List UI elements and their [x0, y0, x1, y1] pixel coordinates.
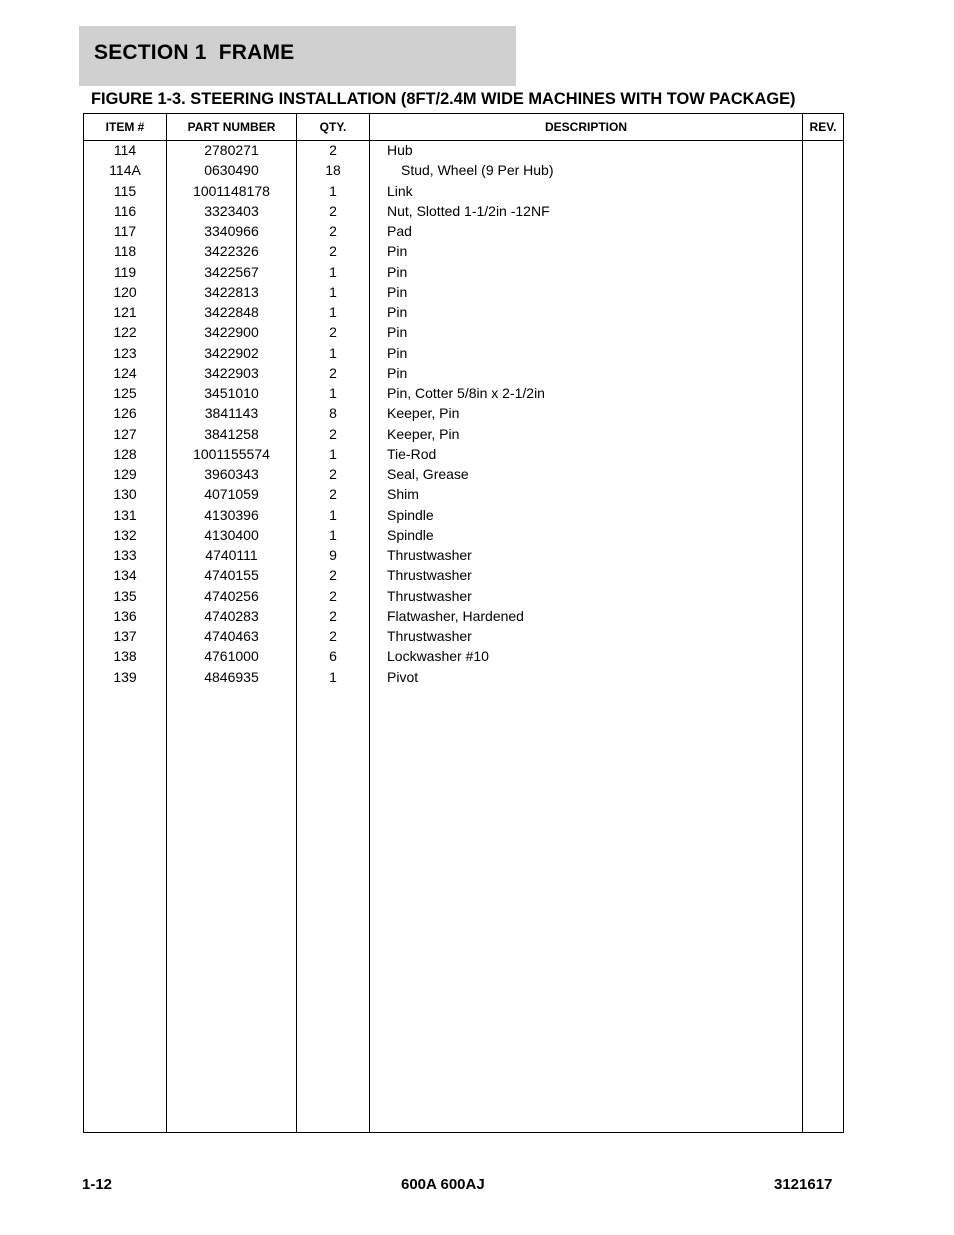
item-cell: 136: [113, 607, 137, 624]
qty-cell: 2: [329, 364, 337, 381]
table-row: [84, 303, 843, 323]
part-number-cell: 3422326: [204, 243, 259, 260]
qty-cell: 1: [329, 526, 337, 543]
qty-cell: 2: [329, 142, 337, 158]
table-row: [84, 384, 843, 404]
table-row: [84, 364, 843, 384]
description-cell: Tie-Rod: [387, 445, 437, 462]
qty-cell: 1: [329, 385, 337, 401]
table-row: [84, 161, 843, 181]
description-cell: Pin: [387, 243, 408, 260]
description-cell: Pin: [387, 263, 408, 280]
description-cell: Keeper, Pin: [387, 425, 460, 442]
description-cell: Keeper, Pin: [387, 405, 460, 422]
part-number-cell: 3960343: [204, 466, 259, 482]
part-number-cell: 3340966: [204, 223, 259, 239]
table-row: [84, 182, 843, 202]
part-number-cell: 3422900: [204, 324, 259, 341]
table-row: [84, 141, 843, 161]
qty-cell: 2: [329, 425, 337, 442]
qty-cell: 2: [329, 628, 337, 644]
item-cell: 114: [113, 142, 137, 158]
item-cell: 117: [113, 223, 137, 239]
part-number-cell: 4740463: [204, 628, 259, 644]
description-cell: Pad: [387, 223, 412, 239]
item-cell: 129: [113, 466, 137, 482]
item-cell: 118: [113, 243, 137, 260]
table-row: [84, 566, 843, 586]
qty-cell: 2: [329, 486, 337, 503]
item-cell: 122: [113, 324, 137, 341]
table-row: [84, 647, 843, 667]
part-number-cell: 4846935: [204, 668, 259, 685]
qty-cell: 2: [329, 324, 337, 341]
table-row: [84, 506, 843, 526]
part-number-cell: 3451010: [204, 385, 259, 401]
section-title: SECTION 1 FRAME: [94, 41, 295, 64]
qty-cell: 2: [329, 202, 337, 219]
model-label: 600A 600AJ: [401, 1176, 485, 1193]
table-row: [84, 465, 843, 485]
part-number-cell: 4130396: [204, 506, 259, 523]
part-number-cell: 4740283: [204, 607, 259, 624]
item-cell: 131: [113, 506, 137, 523]
table-row: [84, 627, 843, 647]
table-row: [84, 323, 843, 343]
part-number-cell: 3422903: [204, 364, 259, 381]
table-row: [84, 445, 843, 465]
item-cell: 123: [113, 344, 137, 361]
description-cell: Shim: [387, 486, 419, 503]
qty-cell: 2: [329, 587, 337, 604]
item-cell: 124: [113, 364, 137, 381]
qty-cell: 1: [329, 668, 337, 685]
description-cell: Nut, Slotted 1-1/2in -12NF: [387, 202, 550, 219]
part-number-cell: 3323403: [204, 202, 259, 219]
header-qty: QTY.: [319, 120, 347, 134]
item-cell: 128: [113, 445, 137, 462]
item-cell: 137: [113, 628, 137, 644]
qty-cell: 1: [329, 182, 337, 199]
header-part-number: PART NUMBER: [187, 120, 276, 134]
qty-cell: 1: [329, 445, 337, 462]
item-cell: 130: [113, 486, 137, 503]
part-number-cell: 4761000: [204, 648, 259, 665]
table-row: [84, 344, 843, 364]
table-row: [84, 526, 843, 546]
item-cell: 121: [113, 304, 137, 320]
description-cell: Spindle: [387, 506, 434, 523]
part-number-cell: 4071059: [204, 486, 259, 503]
table-row: [84, 668, 843, 688]
item-cell: 114A: [109, 162, 141, 179]
table-row: [84, 607, 843, 627]
item-cell: 125: [113, 385, 137, 401]
part-number-cell: 4740155: [204, 567, 259, 584]
table-row: [84, 485, 843, 505]
item-cell: 116: [113, 202, 137, 219]
doc-number: 3121617: [774, 1176, 833, 1193]
table-row: [84, 242, 843, 262]
item-cell: 127: [113, 425, 137, 442]
part-number-cell: 3422848: [204, 304, 259, 320]
qty-cell: 1: [329, 304, 337, 320]
item-cell: 138: [113, 648, 137, 665]
qty-cell: 2: [329, 243, 337, 260]
table-body: [84, 141, 843, 688]
header-item: ITEM #: [105, 120, 145, 134]
qty-cell: 18: [325, 162, 341, 179]
qty-cell: 2: [329, 607, 337, 624]
qty-cell: 2: [329, 567, 337, 584]
qty-cell: 6: [329, 648, 337, 665]
part-number-cell: 4740256: [204, 587, 259, 604]
part-number-cell: 4130400: [204, 526, 259, 543]
item-cell: 119: [113, 263, 137, 280]
description-cell: Spindle: [387, 526, 434, 543]
table-row: [84, 283, 843, 303]
table-row: [84, 222, 843, 242]
item-cell: 139: [113, 668, 137, 685]
description-cell: Stud, Wheel (9 Per Hub): [401, 162, 554, 179]
figure-title: FIGURE 1-3. STEERING INSTALLATION (8FT/2.4M WIDE MACHINES WITH TOW PACKAGE): [91, 90, 796, 108]
page-number: 1-12: [82, 1176, 113, 1193]
table-row: [84, 546, 843, 566]
part-number-cell: 2780271: [204, 142, 259, 158]
item-cell: 135: [113, 587, 137, 604]
description-cell: Pin: [387, 344, 408, 361]
qty-cell: 1: [329, 344, 337, 361]
item-cell: 120: [113, 283, 137, 300]
description-cell: Thrustwasher: [387, 567, 472, 584]
description-cell: Thrustwasher: [387, 547, 472, 563]
item-cell: 134: [113, 567, 137, 584]
description-cell: Seal, Grease: [387, 466, 469, 482]
description-cell: Pin: [387, 304, 408, 320]
description-cell: Pivot: [387, 668, 419, 685]
header-rev: REV.: [809, 120, 837, 134]
qty-cell: 1: [329, 283, 337, 300]
parts-table: [83, 113, 844, 1133]
part-number-cell: 3422902: [204, 344, 259, 361]
qty-cell: 9: [329, 547, 337, 563]
part-number-cell: 3422567: [204, 263, 259, 280]
part-number-cell: 4740111: [205, 547, 258, 563]
part-number-cell: 1001155574: [193, 445, 270, 462]
description-cell: Flatwasher, Hardened: [387, 607, 524, 624]
part-number-cell: 1001148178: [193, 182, 270, 199]
description-cell: Hub: [387, 142, 413, 158]
qty-cell: 2: [329, 223, 337, 239]
qty-cell: 2: [329, 466, 337, 482]
item-cell: 132: [113, 526, 137, 543]
qty-cell: 8: [329, 405, 337, 422]
item-cell: 133: [113, 547, 137, 563]
part-number-cell: 3841143: [204, 405, 259, 422]
part-number-cell: 3422813: [204, 283, 259, 300]
description-cell: Thrustwasher: [387, 628, 472, 644]
description-cell: Pin, Cotter 5/8in x 2-1/2in: [387, 385, 545, 401]
table-row: [84, 404, 843, 424]
table-row: [84, 263, 843, 283]
item-cell: 126: [113, 405, 137, 422]
part-number-cell: 3841258: [204, 425, 259, 442]
item-cell: 115: [113, 182, 137, 199]
qty-cell: 1: [329, 263, 337, 280]
description-cell: Thrustwasher: [387, 587, 472, 604]
description-cell: Lockwasher #10: [387, 648, 489, 665]
qty-cell: 1: [329, 506, 337, 523]
header-description: DESCRIPTION: [544, 120, 627, 134]
table-row: [84, 425, 843, 445]
table-row: [84, 202, 843, 222]
table-row: [84, 587, 843, 607]
description-cell: Pin: [387, 324, 408, 341]
description-cell: Pin: [387, 364, 408, 381]
description-cell: Link: [387, 182, 413, 199]
description-cell: Pin: [387, 283, 408, 300]
part-number-cell: 0630490: [204, 162, 259, 179]
